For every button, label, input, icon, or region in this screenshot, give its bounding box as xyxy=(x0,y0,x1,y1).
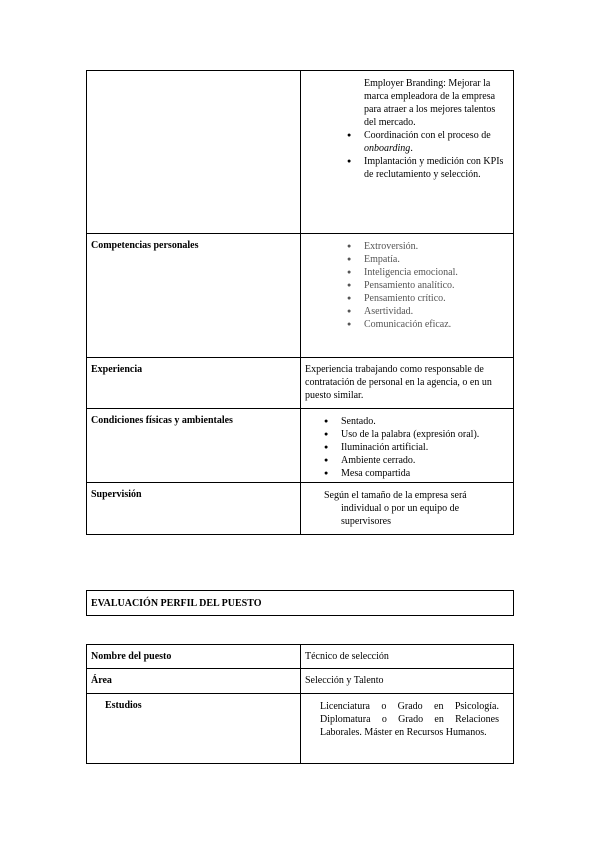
list-item: ● Empatía. xyxy=(364,253,505,266)
functions-continuation-text: Employer Branding: Mejorar la marca empleadora de la empresa para atraer a los mejores talentos del mercado. xyxy=(364,78,496,128)
label-cell xyxy=(87,409,301,483)
table-row xyxy=(87,694,514,764)
section-title: EVALUACIÓN PERFIL DEL PUESTO xyxy=(87,591,514,616)
list-item: ● Ambiente cerrado. xyxy=(341,454,507,467)
table-row xyxy=(87,645,514,669)
job-profile-table xyxy=(86,70,514,535)
value-cell xyxy=(301,694,514,764)
competencies-cell xyxy=(301,234,514,358)
experience-label: Experiencia xyxy=(91,364,143,375)
area-value: Selección y Talento xyxy=(305,675,384,686)
table-row xyxy=(87,71,514,234)
label-cell xyxy=(87,669,301,694)
list-item: ● Sentado. xyxy=(341,415,507,428)
table-row xyxy=(87,669,514,694)
list-item: ● Coordinación con el proceso de onboarding. xyxy=(364,129,505,155)
list-item: ● Extroversión. xyxy=(364,240,505,253)
conditions-cell xyxy=(301,409,514,483)
studies-value: Licenciatura o Grado en Psicología. Diplomatura o Grado en Relaciones Laborales. Máster en Recursos Humanos. xyxy=(320,701,499,738)
list-item: ● Implantación y medición con KPIs de reclutamiento y selección. xyxy=(364,155,505,181)
competencies-label: Competencias personales xyxy=(91,240,199,251)
table-row xyxy=(87,358,514,409)
section-title-table xyxy=(86,590,514,616)
table-row xyxy=(87,591,514,616)
job-name-value: Técnico de selección xyxy=(305,651,389,662)
list-item: ● Uso de la palabra (expresión oral). xyxy=(341,428,507,441)
job-name-label: Nombre del puesto xyxy=(91,651,172,662)
table-row xyxy=(87,409,514,483)
label-cell xyxy=(87,483,301,535)
functions-list xyxy=(364,129,505,181)
list-item: ● Comunicación eficaz. xyxy=(364,318,505,331)
conditions-label: Condiciones físicas y ambientales xyxy=(91,415,233,426)
supervision-text: Según el tamaño de la empresa será individual o por un equipo de supervisores xyxy=(324,490,467,527)
list-item: ● Mesa compartida xyxy=(341,467,507,480)
conditions-list xyxy=(301,409,513,480)
list-item: ● Iluminación artificial. xyxy=(341,441,507,454)
label-cell xyxy=(87,358,301,409)
table-row xyxy=(87,483,514,535)
experience-text: Experiencia trabajando como responsable de contratación de personal en la agencia, o en un puesto similar. xyxy=(305,364,492,401)
label-cell xyxy=(87,234,301,358)
list-item: ● Pensamiento crítico. xyxy=(364,292,505,305)
evaluation-table xyxy=(86,644,514,764)
functions-content xyxy=(301,71,513,181)
label-cell xyxy=(87,694,301,764)
table-row xyxy=(87,234,514,358)
studies-label: Estudios xyxy=(105,700,142,711)
competencies-list xyxy=(301,234,513,331)
list-item: ● Asertividad. xyxy=(364,305,505,318)
value-cell xyxy=(301,669,514,694)
value-cell xyxy=(301,645,514,669)
supervision-label: Supervisión xyxy=(91,489,142,500)
area-label: Área xyxy=(91,675,112,686)
experience-cell xyxy=(301,358,514,409)
empty-label-cell xyxy=(87,71,301,234)
functions-cell xyxy=(301,71,514,234)
list-item: ● Inteligencia emocional. xyxy=(364,266,505,279)
list-item: ● Pensamiento analítico. xyxy=(364,279,505,292)
label-cell xyxy=(87,645,301,669)
supervision-cell xyxy=(301,483,514,535)
